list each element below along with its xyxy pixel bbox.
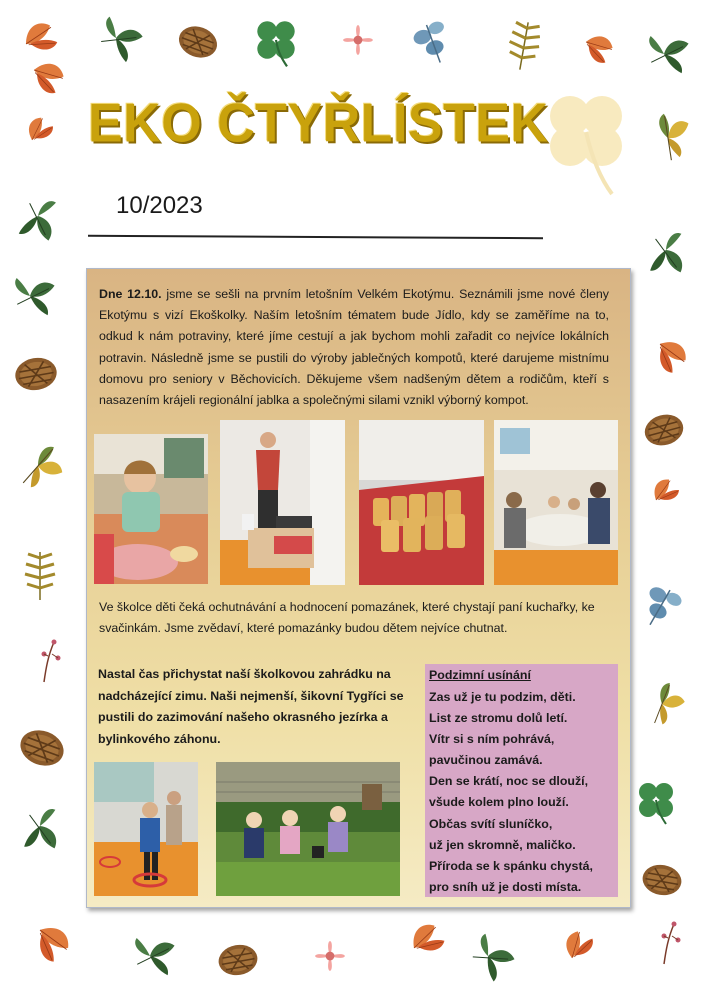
photo-children-in-garden: [216, 762, 400, 896]
poem-line: Příroda se k spánku chystá,: [429, 858, 593, 873]
poem-line: Vítr si s ním pohrává,: [429, 732, 555, 747]
poem-box: [425, 664, 618, 897]
photo-child-cutting-apples: [94, 434, 208, 584]
poem-title: Podzimní usínání: [429, 668, 531, 682]
photo-children-with-hoops: [94, 762, 198, 896]
poem-line: všude kolem plno louží.: [429, 795, 569, 810]
poem-line: Občas svítí sluníčko,: [429, 816, 553, 831]
intro-paragraph: [99, 284, 609, 411]
issue-date: 10/2023: [116, 192, 203, 219]
page-title: EKO ČTYŘLÍSTEK: [88, 93, 549, 154]
poem-line: pavučinou zamává.: [429, 753, 543, 768]
poem-line: Zas už je tu podzim, děti.: [429, 690, 576, 704]
poem-line: pro sníh už je dosti místa.: [429, 879, 582, 894]
garden-paragraph: Nastal čas přichystat naší školkovou zahrádku na nadcházející zimu. Naši nejmenší, šikovní Tygříci se pustili do zazimování našeho okrasného jezírka a bylinkového záhonu.: [98, 667, 404, 746]
intro-text: jsme se sešli na prvním letošním Velkém Ekotýmu. Seznámili jsme nové členy Ekotýmu s vizí Ekoškolky. Naším letošním tématem bude Jídlo, kdy se zaměříme na to, odkud k nám potraviny, které jíme cestují a jak bychom mohli zařadit co nejvíce lokálních potravin. Následně jsme se pustili do výroby jablečných kompotů, které darujeme mistnímu domovu pro seniory v Běchovicích. Děkujeme všem nadšeným dětem a rodičům, kteří s nasazením krájeli regionální jablka a společnými silami vznikl výborný kompot.: [99, 287, 609, 408]
poem-lines: [429, 687, 593, 898]
poem-line: už jen skromně, maličko.: [429, 837, 576, 852]
poem-line: Den se krátí, noc se dlouží,: [429, 774, 589, 789]
poem-line: List ze stromu dolů letí.: [429, 711, 568, 726]
photo-children-at-table: [494, 420, 618, 585]
photo-man-cooking: [220, 420, 345, 585]
photo-apple-compote-jars: [359, 420, 484, 585]
tasting-paragraph: Ve školce děti čeká ochutnávání a hodnocení pomazánek, které chystají paní kuchařky, ke svačinkám. Jsme zvědaví, které pomazánky budou dětem nejvíce chutnat.: [99, 600, 595, 635]
four-leaf-clover-icon: [540, 88, 630, 198]
intro-date: Dne 12.10.: [99, 287, 162, 301]
